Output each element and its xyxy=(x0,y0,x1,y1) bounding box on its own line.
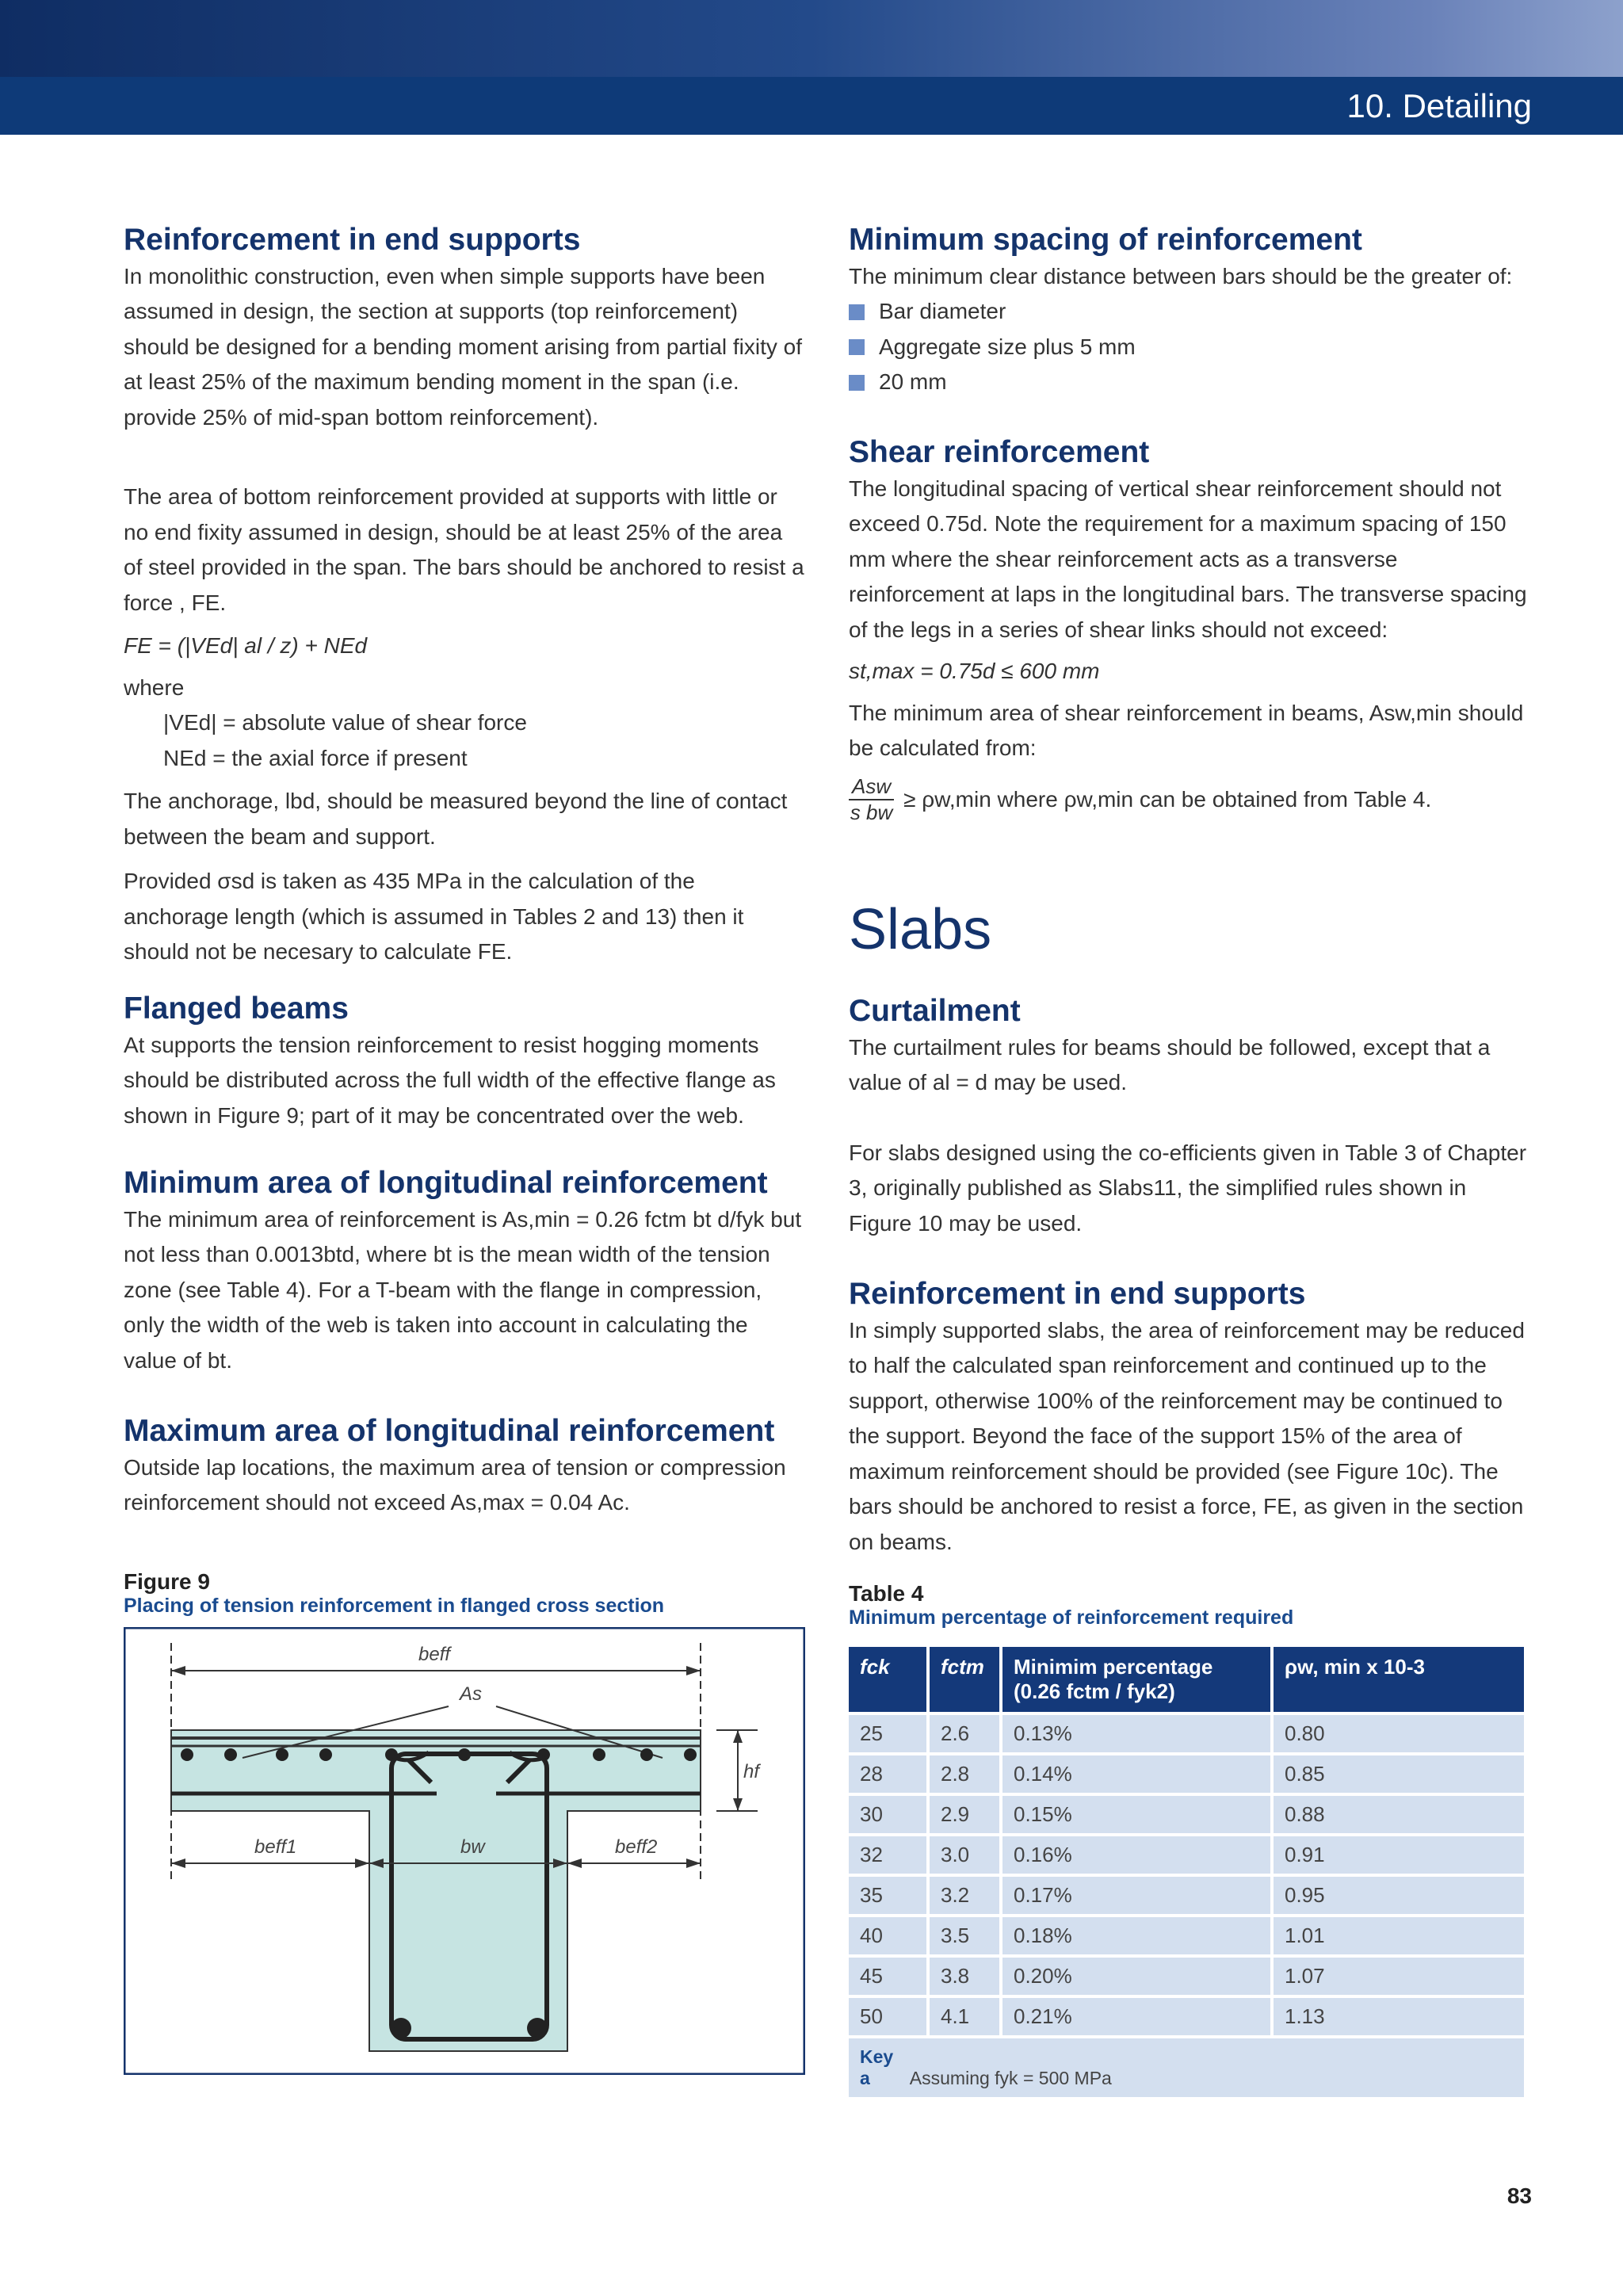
table-cell: 50 xyxy=(849,1998,926,2035)
table-row xyxy=(849,1877,1524,1914)
label-beff: beff xyxy=(418,1644,451,1665)
bullet-item: 20 mm xyxy=(849,365,1530,400)
paragraph: The area of bottom reinforcement provided at supports with little or no end fixity assumed in design, should be at least 25% of the area of steel provided in the span. The bars should be anchored to resist a force , FE. xyxy=(124,484,804,615)
chapter-heading: Slabs xyxy=(849,898,992,961)
fraction-numerator: Asw xyxy=(849,774,894,800)
table-body xyxy=(849,1715,1524,2035)
section-title: Reinforcement in end supports xyxy=(124,223,581,257)
table-cell: 0.95 xyxy=(1274,1877,1524,1914)
slabs-heading-wrap xyxy=(849,896,1530,964)
section-slab-end-supports xyxy=(849,1276,1530,1560)
section-min-area xyxy=(124,1165,805,1378)
bullet-square-icon xyxy=(849,375,865,391)
label-beff1: beff1 xyxy=(254,1836,297,1858)
section-title: Shear reinforcement xyxy=(849,435,1150,469)
equation-fe: FE = (|VEd| al / z) + NEd xyxy=(124,633,368,658)
section-title: Maximum area of longitudinal reinforcement xyxy=(124,1414,775,1448)
paragraph: In monolithic construction, even when simple supports have been assumed in design, the section at supports (top reinforcement) should be designed for a bending moment arising from partial fixity of at least 25% of the maximum bending moment in the span (i.e. provide 25% of mid-span bottom reinforcement). xyxy=(124,263,803,430)
label-bw: bw xyxy=(460,1836,485,1858)
table-row xyxy=(849,1917,1524,1954)
table-cell: 1.13 xyxy=(1274,1998,1524,2035)
table-row xyxy=(849,1958,1524,1995)
table-key-row xyxy=(849,2038,1524,2097)
bullet-item: Aggregate size plus 5 mm xyxy=(849,330,1530,365)
table-cell: 0.80 xyxy=(1274,1715,1524,1752)
table-cell: 35 xyxy=(849,1877,926,1914)
table-row xyxy=(849,1715,1524,1752)
table-cell: 25 xyxy=(849,1715,926,1752)
table-title: Table 4 xyxy=(849,1581,924,1606)
table-cell: 0.20% xyxy=(1002,1958,1270,1995)
table-cell: 0.14% xyxy=(1002,1755,1270,1793)
column-header: fctm xyxy=(930,1647,999,1712)
table-cell: 28 xyxy=(849,1755,926,1793)
table-row xyxy=(849,1796,1524,1833)
section-bottom-reinforcement xyxy=(124,479,805,970)
paragraph: At supports the tension reinforcement to resist hogging moments should be distributed across the full width of the effective flange as shown in Figure 9; part of it may be concentrated over the web. xyxy=(124,1032,776,1128)
section-title: Curtailment xyxy=(849,994,1021,1028)
table-cell: 3.2 xyxy=(930,1877,999,1914)
table-cell: 0.85 xyxy=(1274,1755,1524,1793)
where-item-ved: |VEd| = absolute value of shear force xyxy=(163,710,527,735)
table-row xyxy=(849,1755,1524,1793)
label-beff2: beff2 xyxy=(615,1836,658,1858)
paragraph: For slabs designed using the co-efficients given in Table 3 of Chapter 3, originally published as Slabs11, the simplified rules shown in Figure 10 may be used. xyxy=(849,1140,1527,1236)
section-flanged-beams xyxy=(124,991,805,1133)
key-label: Key xyxy=(860,2046,894,2067)
table-cell: 0.21% xyxy=(1002,1998,1270,2035)
table-cell: 3.8 xyxy=(930,1958,999,1995)
equation-st-max: st,max = 0.75d ≤ 600 mm xyxy=(849,659,1100,684)
where-label: where xyxy=(124,674,185,700)
table-cell: 30 xyxy=(849,1796,926,1833)
label-hf: hf xyxy=(743,1761,760,1782)
table-cell: 4.1 xyxy=(930,1998,999,2035)
section-min-spacing xyxy=(849,222,1530,400)
page-number: 83 xyxy=(1507,2183,1532,2208)
table-cell: 1.01 xyxy=(1274,1917,1524,1954)
table-cell: 0.13% xyxy=(1002,1715,1270,1752)
table-cell: 2.6 xyxy=(930,1715,999,1752)
column-header: Minimim percentage (0.26 fctm / fyk2) xyxy=(1002,1647,1270,1712)
equation-asw xyxy=(849,774,1530,825)
paragraph: In simply supported slabs, the area of reinforcement may be reduced to half the calculated span reinforcement and continued up to the support, otherwise 100% of the reinforcement may be continued to the support. Beyond the face of the support 15% of the area of maximum reinforcement should be provided (see Figure 10c). The bars should be anchored to resist a force, FE, as given in the section on beams. xyxy=(849,1317,1525,1554)
figure-title: Figure 9 xyxy=(124,1569,210,1594)
section-title: Minimum spacing of reinforcement xyxy=(849,223,1362,257)
paragraph: The anchorage, lbd, should be measured beyond the line of contact between the beam and support. xyxy=(124,789,788,849)
table-cell: 0.18% xyxy=(1002,1917,1270,1954)
paragraph: The minimum clear distance between bars should be the greater of: xyxy=(849,263,1513,288)
bullet-item: Bar diameter xyxy=(849,294,1530,330)
table-row xyxy=(849,1998,1524,2035)
table-header-row xyxy=(849,1647,1524,1712)
section-title: Reinforcement in end supports xyxy=(849,1277,1306,1311)
key-text: Assuming fyk = 500 MPa xyxy=(909,2068,1112,2088)
table-4 xyxy=(849,1581,1530,2100)
table-cell: 32 xyxy=(849,1836,926,1874)
paragraph: The longitudinal spacing of vertical shear reinforcement should not exceed 0.75d. Note the requirement for a maximum spacing of 150 mm where the shear reinforcement acts as a transverse reinforcement at laps in the longitudinal bars. The transverse spacing of the legs in a series of shear links should not exceed: xyxy=(849,476,1527,642)
figure-subtitle: Placing of tension reinforcement in flanged cross section xyxy=(124,1595,665,1617)
column-header: fck xyxy=(849,1647,926,1712)
paragraph: The curtailment rules for beams should be followed, except that a value of al = d may be used. xyxy=(849,1034,1491,1095)
table-cell: 3.0 xyxy=(930,1836,999,1874)
bullet-square-icon xyxy=(849,339,865,355)
section-title: Flanged beams xyxy=(124,991,349,1026)
figure-9 xyxy=(124,1569,805,2079)
table-cell: 0.88 xyxy=(1274,1796,1524,1833)
min-reinforcement-table xyxy=(846,1644,1527,2100)
table-cell: 3.5 xyxy=(930,1917,999,1954)
paragraph: Outside lap locations, the maximum area of tension or compression reinforcement should not exceed As,max = 0.04 Ac. xyxy=(124,1454,786,1515)
table-cell: 1.07 xyxy=(1274,1958,1524,1995)
t-beam-diagram xyxy=(124,1627,805,2075)
fraction-denominator: s bw xyxy=(850,800,893,824)
table-subtitle: Minimum percentage of reinforcement required xyxy=(849,1606,1294,1629)
bullet-square-icon xyxy=(849,304,865,320)
table-cell: 2.8 xyxy=(930,1755,999,1793)
column-header: ρw, min x 10-3 xyxy=(1274,1647,1524,1712)
table-cell: 40 xyxy=(849,1917,926,1954)
paragraph: Provided σsd is taken as 435 MPa in the calculation of the anchorage length (which is assumed in Tables 2 and 13) then it should not be necesary to calculate FE. xyxy=(124,869,744,964)
paragraph: The minimum area of reinforcement is As,min = 0.26 fctm bt d/fyk but not less than 0.0013btd, where bt is the mean width of the tension zone (see Table 4). For a T-beam with the flange in compression, only the width of the web is taken into account in calculating the value of bt. xyxy=(124,1206,802,1373)
table-cell: 0.15% xyxy=(1002,1796,1270,1833)
table-cell: 2.9 xyxy=(930,1796,999,1833)
section-title: Minimum area of longitudinal reinforcement xyxy=(124,1166,768,1200)
where-item-ned: NEd = the axial force if present xyxy=(163,745,468,770)
section-shear xyxy=(849,434,1530,825)
section-end-supports xyxy=(124,222,805,435)
label-as: As xyxy=(460,1683,483,1705)
equation-rest: ≥ ρw,min where ρw,min can be obtained from Table 4. xyxy=(903,786,1432,812)
paragraph: The minimum area of shear reinforcement in beams, Asw,min should be calculated from: xyxy=(849,700,1524,761)
table-cell: 0.91 xyxy=(1274,1836,1524,1874)
table-row xyxy=(849,1836,1524,1874)
table-cell: 45 xyxy=(849,1958,926,1995)
table-cell: 0.17% xyxy=(1002,1877,1270,1914)
header-gradient xyxy=(0,0,1623,77)
header-band xyxy=(0,0,1623,135)
chapter-title: 10. Detailing xyxy=(1346,87,1532,124)
table-cell: 0.16% xyxy=(1002,1836,1270,1874)
key-marker: a xyxy=(860,2068,870,2088)
section-max-area xyxy=(124,1413,805,1521)
section-curtailment xyxy=(849,993,1530,1241)
